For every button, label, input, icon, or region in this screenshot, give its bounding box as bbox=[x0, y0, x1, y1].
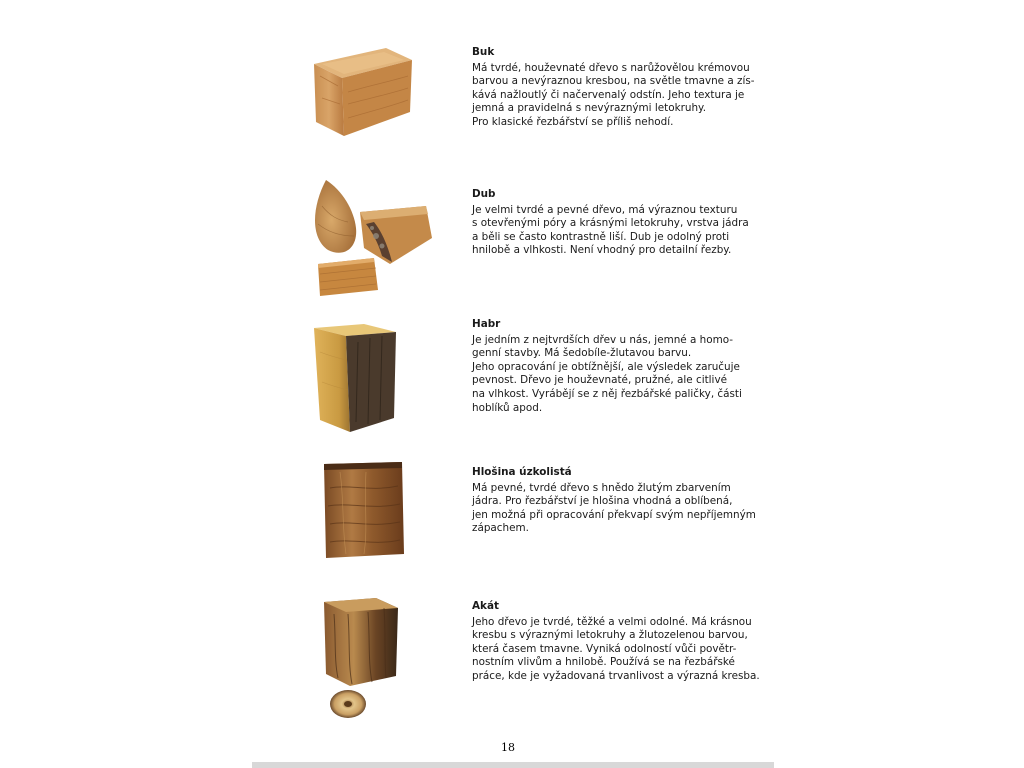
entry-line: Je velmi tvrdé a pevné dřevo, má výraznou texturu bbox=[472, 203, 738, 216]
entry-line: na vlhkost. Vyrábějí se z něj řezbářské paličky, části bbox=[472, 387, 742, 400]
entry-line: Má pevné, tvrdé dřevo s hnědo žlutým zbarvením bbox=[472, 481, 731, 494]
entry-line: jádra. Pro řezbářství je hlošina vhodná a oblíbená, bbox=[472, 495, 733, 508]
entry-beech bbox=[472, 46, 762, 130]
entry-acacia bbox=[472, 600, 762, 684]
entry-line: hnilobě a vlhkosti. Není vhodný pro detailní řezby. bbox=[472, 244, 732, 257]
entry-line: Má tvrdé, houževnaté dřevo s narůžovělou krémovou bbox=[472, 61, 750, 74]
entry-line: jen možná při opracování překvapí svým nepříjemným bbox=[472, 508, 756, 521]
entry-title: Hlošina úzkolistá bbox=[472, 466, 572, 478]
entry-line: s otevřenými póry a krásnými letokruhy, vrstva jádra bbox=[472, 217, 749, 230]
entry-line: Je jedním z nejtvrdších dřev u nás, jemné a homo- bbox=[472, 333, 734, 346]
entry-line: kává nažloutlý či načervenalý odstín. Jeho textura je bbox=[472, 88, 745, 101]
entry-line: genní stavby. Má šedobíle-žlutavou barvu. bbox=[472, 347, 692, 360]
entry-oak bbox=[472, 188, 762, 258]
entry-line: hoblíků apod. bbox=[472, 401, 543, 414]
entry-title: Habr bbox=[472, 318, 501, 330]
oak-wood-sample-image bbox=[308, 176, 436, 302]
entry-line: jemná a pravidelná s nevýraznými letokruhy. bbox=[472, 102, 707, 115]
entry-title: Buk bbox=[472, 46, 495, 58]
entry-line: pevnost. Dřevo je houževnaté, pružné, ale citlivé bbox=[472, 374, 727, 387]
entry-line: barvou a nevýraznou kresbou, na světle tmavne a zís- bbox=[472, 75, 755, 88]
acacia-wood-sample-image bbox=[318, 594, 402, 724]
entry-line: zápachem. bbox=[472, 522, 529, 535]
entry-line: nostním vlivům a hnilobě. Používá se na řezbářské bbox=[472, 656, 735, 669]
entry-line: Pro klasické řezbářství se příliš nehodí. bbox=[472, 115, 674, 128]
entry-line: práce, kde je vyžadovaná trvanlivost a výrazná kresba. bbox=[472, 669, 760, 682]
oleaster-wood-sample-image bbox=[320, 458, 406, 560]
entry-hornbeam bbox=[472, 318, 762, 415]
entry-title: Akát bbox=[472, 600, 499, 612]
hornbeam-wood-sample-image bbox=[310, 322, 400, 434]
entry-title: Dub bbox=[472, 188, 496, 200]
beech-wood-sample-image bbox=[308, 42, 416, 140]
entry-line: Jeho dřevo je tvrdé, těžké a velmi odolné. Má krásnou bbox=[472, 615, 752, 628]
entry-line: a běli se často kontrastně liší. Dub je odolný proti bbox=[472, 230, 730, 243]
entry-line: Jeho opracování je obtížnější, ale výsledek zaručuje bbox=[472, 360, 740, 373]
entry-line: která časem tmavne. Vyniká odolností vůči povětr- bbox=[472, 642, 737, 655]
entry-oleaster bbox=[472, 466, 762, 536]
page-bottom-edge bbox=[252, 762, 774, 768]
page-number: 18 bbox=[501, 741, 515, 754]
entry-line: kresbu s výraznými letokruhy a žlutozelenou barvou, bbox=[472, 629, 748, 642]
